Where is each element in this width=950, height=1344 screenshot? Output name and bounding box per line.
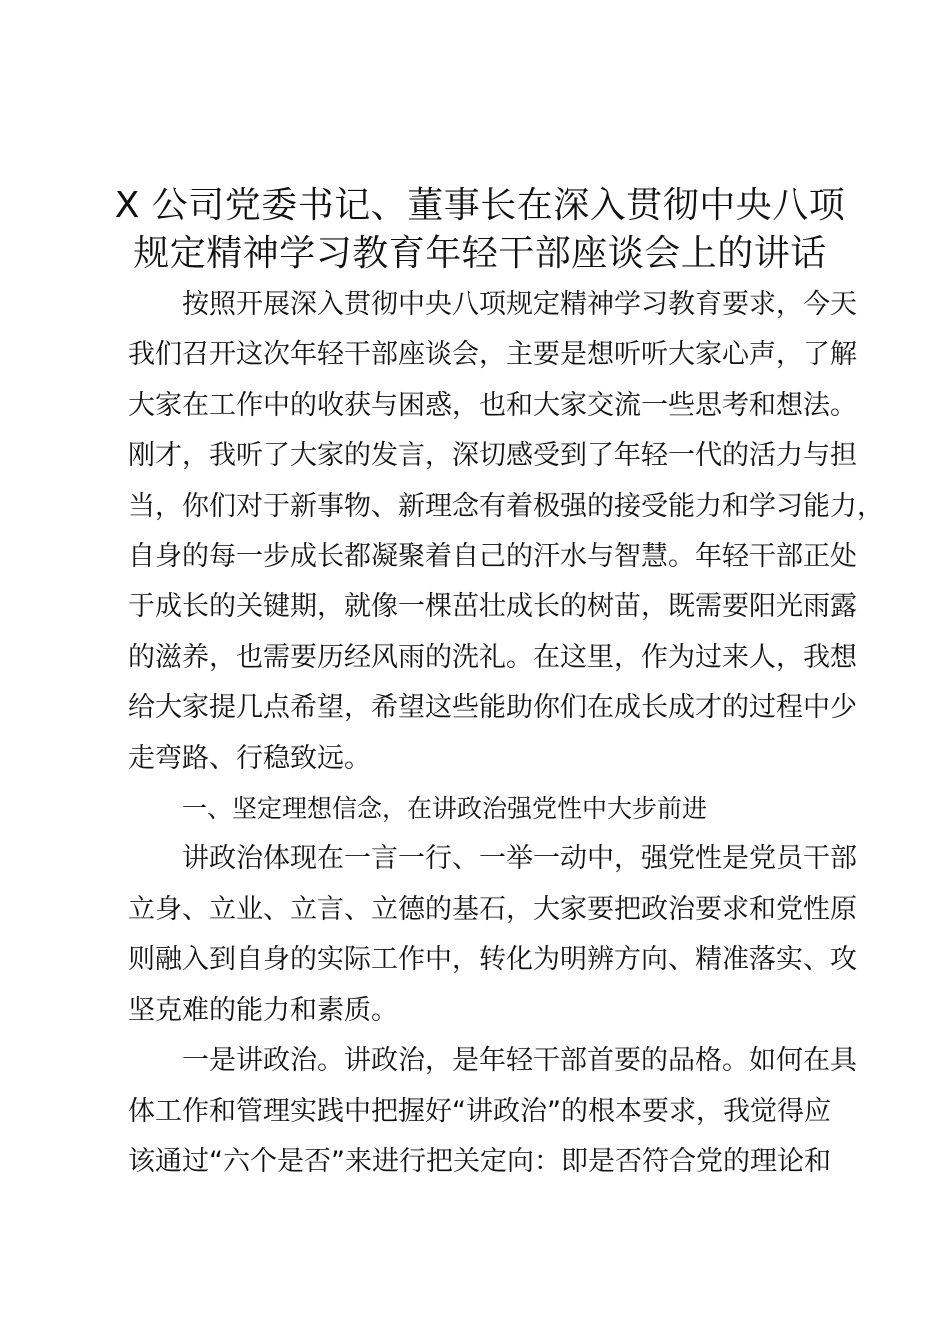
paragraph-intro (128, 280, 884, 784)
text-line: 讲政治体现在一言一行、一举一动中，强党性是党员干部 (182, 843, 857, 875)
text-line: 给大家提几点希望，希望这些能助你们在成长成才的过程中少 (128, 692, 857, 724)
text-line: 大家在工作中的收获与困惑，也和大家交流一些思考和想法。 (128, 389, 857, 421)
text-line: 体工作和管理实践中把握好“讲政治”的根本要求，我觉得应 (128, 1095, 831, 1127)
text-line: 按照开展深入贯彻中央八项规定精神学习教育要求，今天 (182, 289, 857, 320)
text-line: 于成长的关键期，就像一棵茁壮成长的树苗，既需要阳光雨露 (128, 591, 857, 623)
section-heading-1: 一、坚定理想信念，在讲政治强党性中大步前进 (182, 794, 708, 824)
text-line: 该通过“六个是否”来进行把关定向：即是否符合党的理论和 (128, 1145, 831, 1177)
title-line-2: 规定精神学习教育年轻干部座谈会上的讲话 (133, 233, 827, 274)
text-line: 坚克难的能力和素质。 (128, 994, 398, 1026)
text-line: 刚才，我听了大家的发言，深切感受到了年轻一代的活力与担 (128, 440, 857, 472)
text-line: 的滋养，也需要历经风雨的洗礼。在这里，作为过来人，我想 (128, 641, 857, 673)
title-line-1: X 公司党委书记、董事长在深入贯彻中央八项 (114, 185, 846, 226)
document-body (128, 280, 884, 1187)
paragraph-section-1 (128, 834, 857, 1036)
text-line: 则融入到自身的实际工作中，转化为明辨方向、精准落实、攻 (128, 944, 857, 976)
document-title (100, 182, 860, 278)
text-line: 立身、立业、立言、立德的基石，大家要把政治要求和党性原 (128, 893, 857, 925)
text-line: 走弯路、行稳致远。 (128, 742, 371, 774)
paragraph-point-1 (128, 1036, 857, 1187)
text-line: 自身的每一步成长都凝聚着自己的汗水与智慧。年轻干部正处 (128, 541, 857, 573)
text-line: 一是讲政治。讲政治，是年轻干部首要的品格。如何在具 (182, 1045, 857, 1077)
text-line: 我们召开这次年轻干部座谈会，主要是想听听大家心声，了解 (128, 339, 857, 371)
text-line: 当，你们对于新事物、新理念有着极强的接受能力和学习能力， (128, 490, 884, 522)
